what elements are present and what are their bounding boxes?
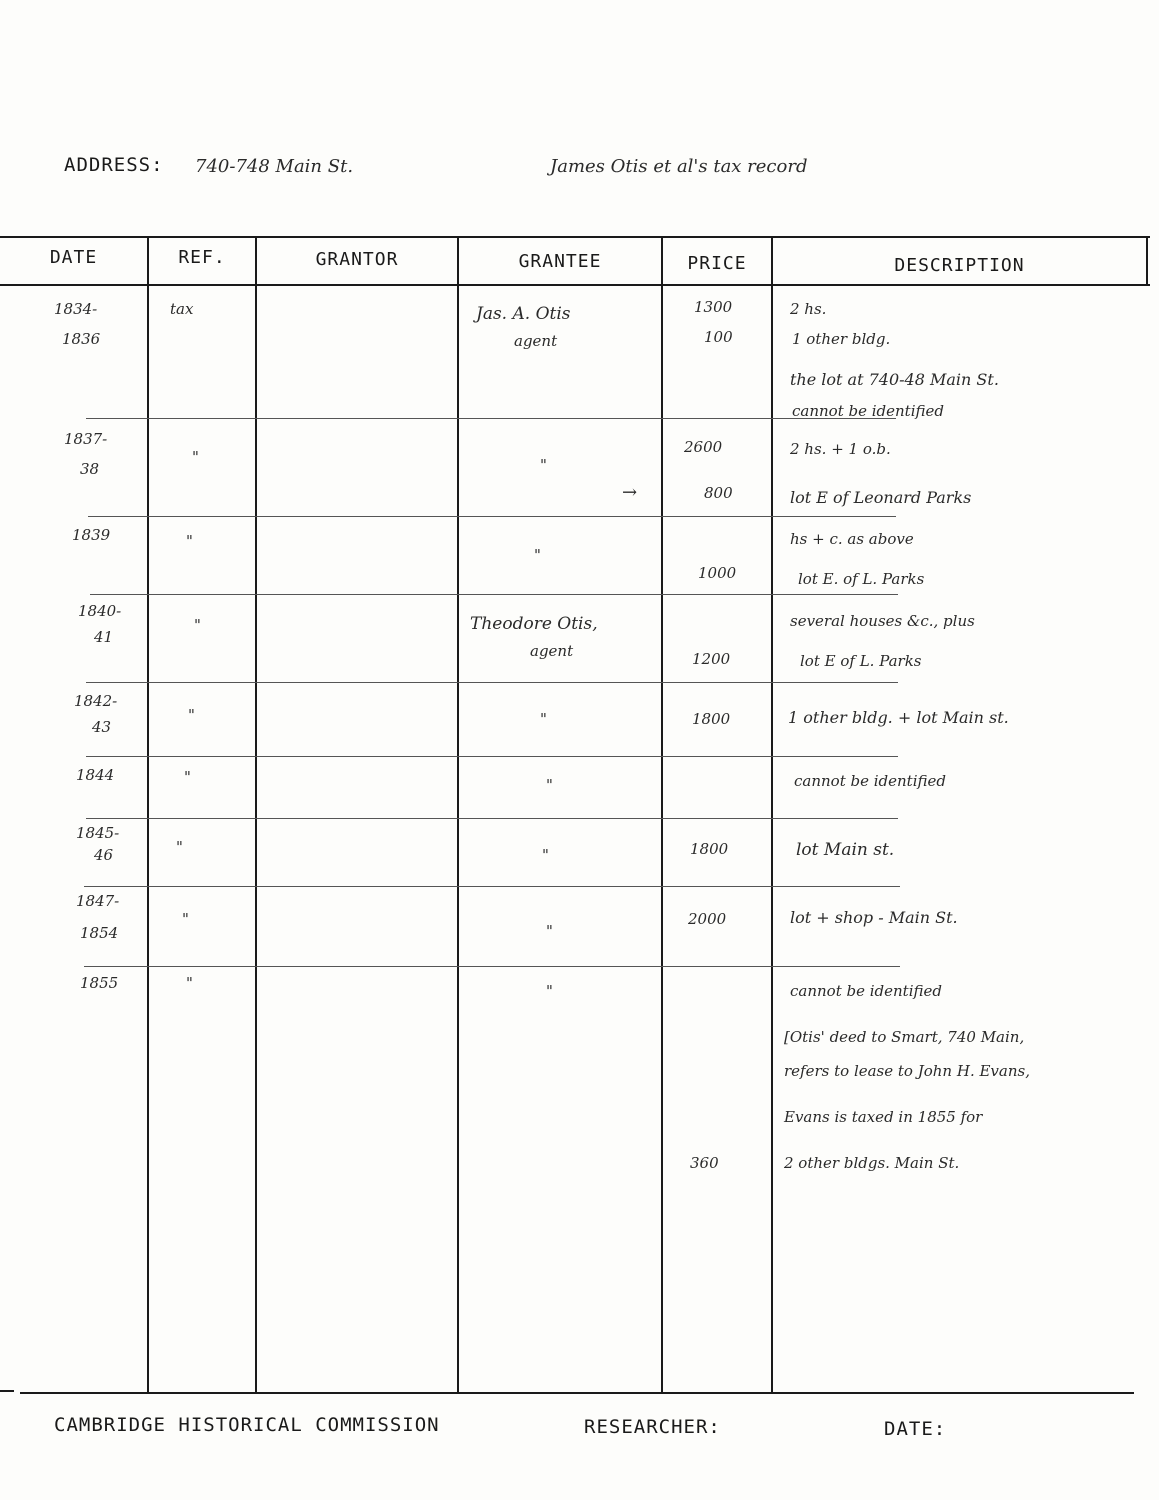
- entry-description: [Otis' deed to Smart, 740 Main,: [784, 1028, 1025, 1046]
- entry-ref: ": [188, 706, 195, 724]
- entry-ref: ": [194, 616, 201, 634]
- column-divider: [457, 236, 459, 1394]
- entry-date: 1844: [76, 766, 115, 784]
- column-header-date: DATE: [49, 247, 98, 268]
- entry-date: 1839: [72, 526, 111, 544]
- entry-price: 360: [690, 1154, 719, 1172]
- entry-description: 1 other bldg. + lot Main st.: [788, 708, 1009, 727]
- entry-date: 38: [80, 460, 100, 478]
- entry-description: several houses &c., plus: [790, 612, 975, 630]
- entry-description: lot E. of L. Parks: [798, 570, 925, 588]
- entry-date: 1845-: [76, 824, 120, 842]
- entry-ref: ": [192, 448, 199, 466]
- entry-ref: ": [186, 532, 193, 550]
- column-divider: [147, 236, 149, 1394]
- header-note: James Otis et al's tax record: [550, 156, 808, 177]
- address-label: ADDRESS:: [64, 154, 164, 176]
- entry-date: 1855: [80, 974, 119, 992]
- entry-price: 2600: [684, 438, 723, 456]
- entry-date: 1837-: [64, 430, 108, 448]
- entry-price: 1300: [694, 298, 733, 316]
- entry-description: lot E of L. Parks: [800, 652, 922, 670]
- entry-price: 1000: [698, 564, 737, 582]
- entry-price: 100: [704, 328, 733, 346]
- margin-tick: [0, 1390, 14, 1392]
- row-separator: [86, 818, 898, 819]
- entry-date: 43: [92, 718, 112, 736]
- table-right-border: [1146, 238, 1148, 286]
- entry-price: 1800: [690, 840, 729, 858]
- entry-date: 46: [94, 846, 114, 864]
- footer-researcher-label: RESEARCHER:: [584, 1416, 721, 1438]
- entry-grantee: agent: [530, 642, 574, 660]
- address-value: 740-748 Main St.: [195, 156, 354, 177]
- column-header-ref: REF.: [178, 247, 226, 268]
- entry-ref: tax: [170, 300, 194, 318]
- column-divider: [661, 238, 663, 1394]
- entry-description: hs + c. as above: [790, 530, 914, 548]
- column-divider: [771, 238, 773, 1394]
- row-separator: [86, 682, 898, 683]
- entry-price: 800: [704, 484, 733, 502]
- row-separator: [88, 516, 896, 517]
- entry-description: lot Main st.: [796, 840, 895, 860]
- entry-description: cannot be identified: [792, 402, 944, 420]
- entry-grantee: agent: [514, 332, 558, 350]
- column-divider: [255, 236, 257, 1394]
- entry-grantee: Jas. A. Otis: [476, 304, 571, 324]
- entry-description: 2 hs. + 1 o.b.: [790, 440, 891, 458]
- entry-ref: ": [182, 910, 189, 928]
- entry-grantee: ": [546, 922, 553, 940]
- entry-ref: ": [184, 768, 191, 786]
- entry-grantee: ": [546, 982, 553, 1000]
- entry-description: 1 other bldg.: [792, 330, 891, 348]
- row-separator: [86, 756, 898, 757]
- column-header-grantor: GRANTOR: [315, 249, 399, 270]
- footer-date-label: DATE:: [884, 1418, 947, 1440]
- entry-date: 1836: [62, 330, 101, 348]
- entry-grantee: ": [546, 776, 553, 794]
- entry-description: Evans is taxed in 1855 for: [784, 1108, 983, 1126]
- entry-price: 2000: [688, 910, 727, 928]
- row-separator: [90, 594, 898, 595]
- entry-grantee: ": [540, 710, 547, 728]
- entry-date: 1854: [80, 924, 119, 942]
- table-bottom-border: [20, 1392, 1134, 1394]
- entry-description: the lot at 740-48 Main St.: [790, 370, 999, 389]
- entry-ref: ": [176, 838, 183, 856]
- column-header-grantee: GRANTEE: [518, 251, 602, 272]
- entry-description: refers to lease to John H. Evans,: [784, 1062, 1030, 1080]
- entry-date: 1847-: [76, 892, 120, 910]
- entry-grantee: ": [542, 846, 549, 864]
- entry-date: 1842-: [74, 692, 118, 710]
- row-separator: [84, 966, 900, 967]
- column-header-description: DESCRIPTION: [894, 255, 1025, 276]
- entry-description: lot + shop - Main St.: [790, 908, 958, 927]
- row-separator: [84, 886, 900, 887]
- entry-date: 1834-: [54, 300, 98, 318]
- row-separator: [86, 418, 896, 419]
- table-header-bottom-border: [0, 284, 1150, 286]
- entry-description: cannot be identified: [794, 772, 946, 790]
- entry-description: 2 hs.: [790, 300, 827, 318]
- entry-grantee: ": [540, 456, 547, 474]
- entry-ref: ": [186, 974, 193, 992]
- entry-price: 1200: [692, 650, 731, 668]
- entry-price: 1800: [692, 710, 731, 728]
- entry-description: lot E of Leonard Parks: [790, 488, 972, 507]
- entry-date: 1840-: [78, 602, 122, 620]
- entry-description: 2 other bldgs. Main St.: [784, 1154, 960, 1172]
- table-top-border: [0, 236, 1150, 238]
- column-header-price: PRICE: [687, 253, 747, 274]
- entry-grantee: Theodore Otis,: [470, 614, 598, 634]
- entry-description: cannot be identified: [790, 982, 942, 1000]
- entry-grantee: ": [534, 546, 541, 564]
- footer-commission: CAMBRIDGE HISTORICAL COMMISSION: [54, 1414, 440, 1436]
- entry-date: 41: [94, 628, 114, 646]
- arrow-icon: →: [622, 482, 638, 503]
